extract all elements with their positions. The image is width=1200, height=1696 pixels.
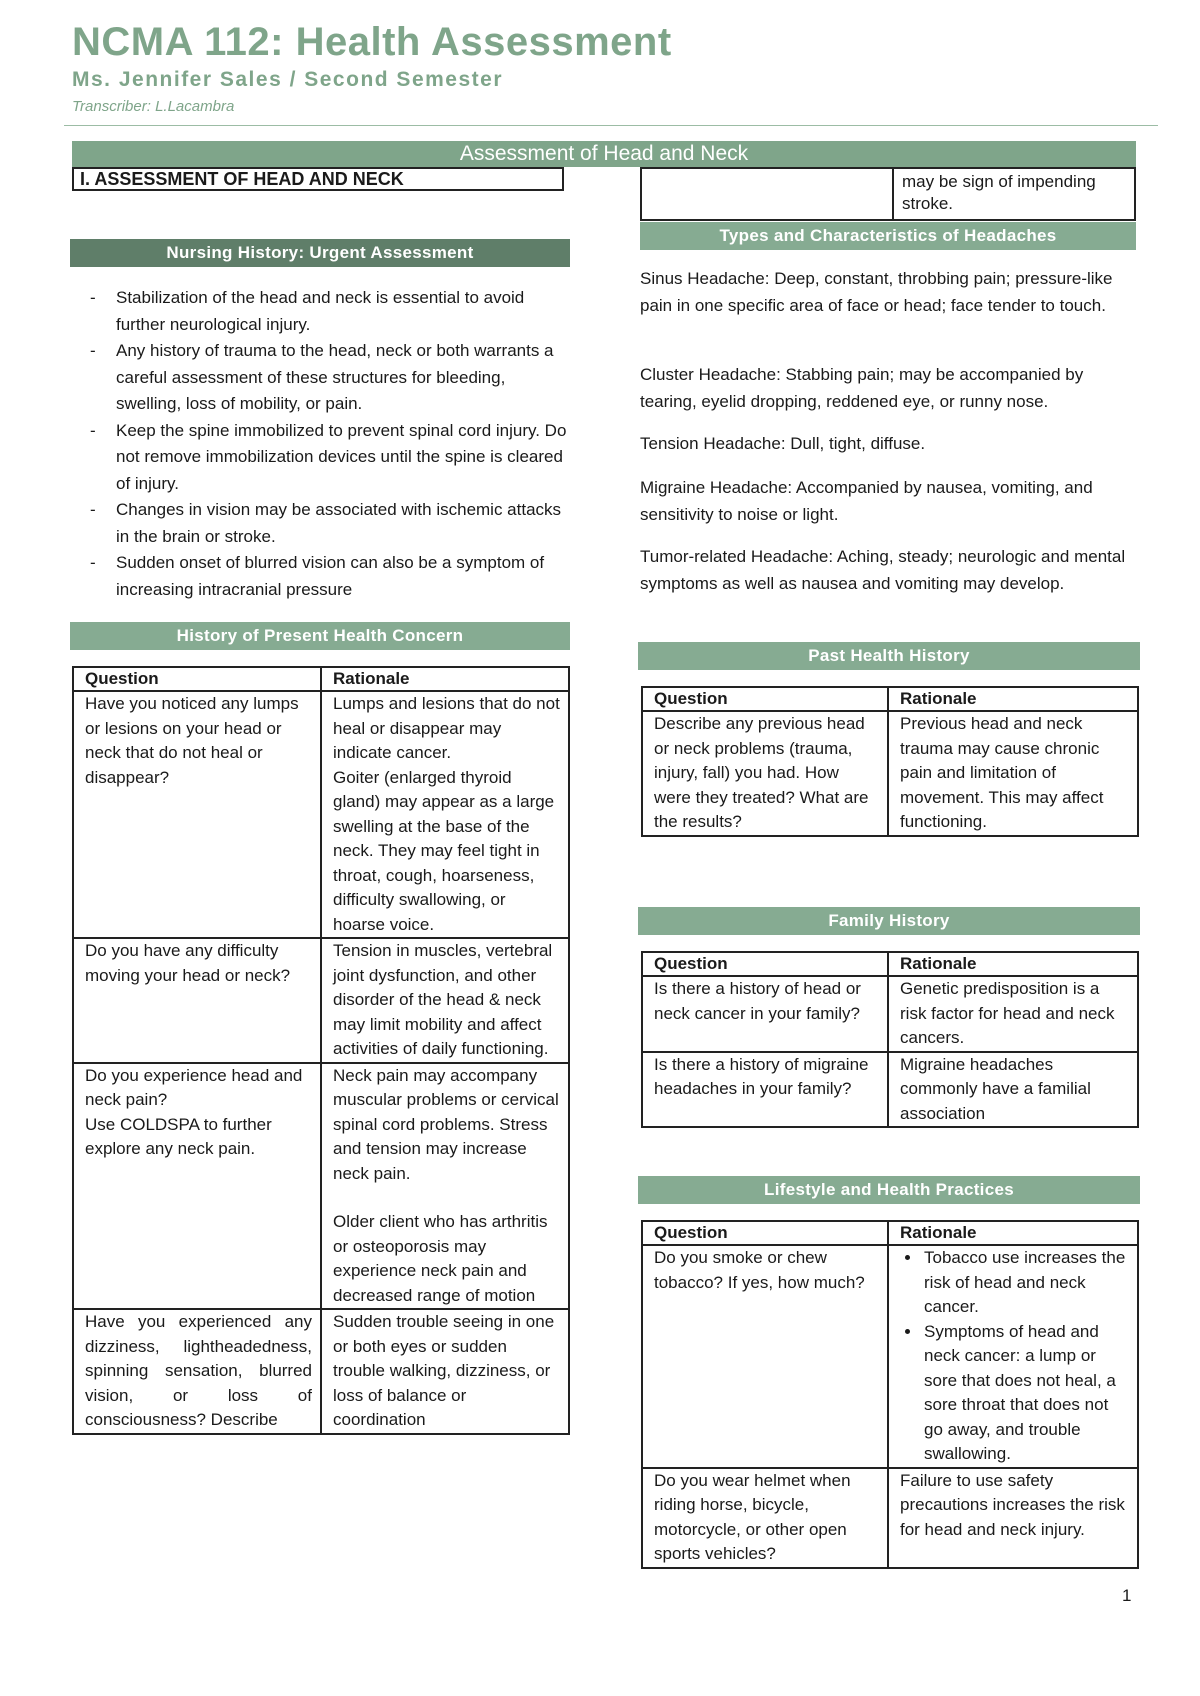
question-cell: Is there a history of head or neck cancer in your family? xyxy=(642,976,888,1052)
continued-rationale-cell: may be sign of impending stroke. xyxy=(902,172,1096,213)
table-row xyxy=(73,1309,569,1434)
list-item: • Tobacco use increases the risk of head and neck cancer. xyxy=(922,1246,1129,1320)
table-header-row xyxy=(73,667,569,691)
question-column-header: Question xyxy=(642,687,888,711)
present-health-heading: History of Present Health Concern xyxy=(70,622,570,650)
transcriber-credit: Transcriber: L.Lacambra xyxy=(72,98,235,115)
question-cell: Do you wear helmet when riding horse, bicycle, motorcycle, or other open sports vehicles? xyxy=(642,1468,888,1568)
table-row xyxy=(642,1245,1138,1468)
rationale-text: Lumps and lesions that do not heal or disappear may indicate cancer. xyxy=(333,694,560,762)
table-header-row xyxy=(642,687,1138,711)
question-cell xyxy=(73,1063,321,1310)
section-heading: I. ASSESSMENT OF HEAD AND NECK xyxy=(72,167,564,191)
question-cell: Is there a history of migraine headaches in your family? xyxy=(642,1052,888,1128)
list-item: - Keep the spine immobilized to prevent spinal cord injury. Do not remove immobilization devices until the spine is cleared of injury. xyxy=(88,418,568,498)
table-row xyxy=(73,691,569,938)
table-row xyxy=(642,1468,1138,1568)
question-cell: Do you smoke or chew tobacco? If yes, how much? xyxy=(642,1245,888,1468)
question-text: Use COLDSPA to further explore any neck pain. xyxy=(85,1114,272,1158)
rationale-cell: Migraine headaches commonly have a familial association xyxy=(888,1052,1138,1128)
rationale-text: Goiter (enlarged thyroid gland) may appear as a large swelling at the base of the neck. They may feel tight in throat, cough, hoarseness, difficulty swallowing, or hoarse voice. xyxy=(333,767,555,934)
lifestyle-heading: Lifestyle and Health Practices xyxy=(638,1176,1140,1204)
headache-tension: Tension Headache: Dull, tight, diffuse. xyxy=(640,434,926,453)
list-item: - Any history of trauma to the head, neck or both warrants a careful assessment of these structures for bleeding, swelling, loss of mobility, or pain. xyxy=(88,338,568,418)
headache-cluster: Cluster Headache: Stabbing pain; may be accompanied by tearing, eyelid dropping, reddened eye, or runny nose. xyxy=(640,365,1084,411)
rationale-cell: Previous head and neck trauma may cause chronic pain and limitation of movement. This may affect functioning. xyxy=(888,711,1138,836)
list-item: - Changes in vision may be associated with ischemic attacks in the brain or stroke. xyxy=(88,497,568,550)
rationale-column-header: Rationale xyxy=(888,1221,1138,1245)
headache-migraine: Migraine Headache: Accompanied by nausea, vomiting, and sensitivity to noise or light. xyxy=(640,478,1093,524)
rationale-text: Neck pain may accompany muscular problems or cervical spinal cord problems. Stress and tension may increase neck pain. xyxy=(333,1065,559,1183)
question-cell: Do you have any difficulty moving your head or neck? xyxy=(73,938,321,1063)
nursing-history-heading: Nursing History: Urgent Assessment xyxy=(70,239,570,267)
list-item: - Sudden onset of blurred vision can also be a symptom of increasing intracranial pressure xyxy=(88,550,568,603)
list-item: - Stabilization of the head and neck is essential to avoid further neurological injury. xyxy=(88,285,568,338)
table-row xyxy=(73,938,569,1063)
past-health-heading: Past Health History xyxy=(638,642,1140,670)
header-divider xyxy=(64,125,1158,126)
rationale-cell xyxy=(321,1063,569,1310)
document-title: NCMA 112: Health Assessment xyxy=(72,20,672,64)
question-column-header: Question xyxy=(73,667,321,691)
continued-empty-cell xyxy=(642,169,894,219)
question-column-header: Question xyxy=(642,952,888,976)
page-number: 1 xyxy=(1122,1586,1132,1605)
question-text: Do you experience head and neck pain? xyxy=(85,1065,303,1109)
rationale-column-header: Rationale xyxy=(888,952,1138,976)
headache-sinus: Sinus Headache: Deep, constant, throbbing pain; pressure-like pain in one specific area of face or head; face tender to touch. xyxy=(640,269,1113,315)
table-header-row xyxy=(642,1221,1138,1245)
family-history-table xyxy=(641,951,1139,1128)
table-row xyxy=(642,711,1138,836)
headache-tumor: Tumor-related Headache: Aching, steady; neurologic and mental symptoms as well as nausea and vomiting may develop. xyxy=(640,547,1126,593)
rationale-column-header: Rationale xyxy=(888,687,1138,711)
present-health-table xyxy=(72,666,570,1435)
table-header-row xyxy=(642,952,1138,976)
question-cell: Describe any previous head or neck problems (trauma, injury, fall) you had. How were they treated? What are the results? xyxy=(642,711,888,836)
table-row xyxy=(73,1063,569,1310)
rationale-cell xyxy=(888,1245,1138,1468)
rationale-cell xyxy=(321,691,569,938)
nursing-history-list xyxy=(88,285,568,603)
table-row xyxy=(642,976,1138,1052)
rationale-cell: Tension in muscles, vertebral joint dysfunction, and other disorder of the head & neck may limit mobility and affect activities of daily functioning. xyxy=(321,938,569,1063)
lifestyle-table xyxy=(641,1220,1139,1569)
continued-table-fragment xyxy=(640,167,1136,221)
rationale-cell: Sudden trouble seeing in one or both eyes or sudden trouble walking, dizziness, or loss of balance or coordination xyxy=(321,1309,569,1434)
question-cell: Have you experienced any dizziness, lightheadedness, spinning sensation, blurred vision, or loss of consciousness? Describe xyxy=(73,1309,321,1434)
table-row xyxy=(642,1052,1138,1128)
headaches-heading: Types and Characteristics of Headaches xyxy=(640,222,1136,250)
question-cell: Have you noticed any lumps or lesions on your head or neck that do not heal or disappear? xyxy=(73,691,321,938)
family-history-heading: Family History xyxy=(638,907,1140,935)
rationale-cell: Failure to use safety precautions increases the risk for head and neck injury. xyxy=(888,1468,1138,1568)
list-item: • Symptoms of head and neck cancer: a lump or sore that does not heal, a sore throat that does not go away, and trouble swallowing. xyxy=(922,1320,1129,1467)
question-column-header: Question xyxy=(642,1221,888,1245)
document-subtitle: Ms. Jennifer Sales / Second Semester xyxy=(72,68,503,91)
past-health-table xyxy=(641,686,1139,837)
rationale-cell: Genetic predisposition is a risk factor for head and neck cancers. xyxy=(888,976,1138,1052)
document-header xyxy=(72,20,672,115)
rationale-bullet-list xyxy=(900,1246,1129,1467)
topic-banner: Assessment of Head and Neck xyxy=(72,141,1136,167)
paragraph-spacer xyxy=(333,1186,560,1210)
rationale-column-header: Rationale xyxy=(321,667,569,691)
rationale-text: Older client who has arthritis or osteoporosis may experience neck pain and decreased range of motion xyxy=(333,1212,548,1305)
